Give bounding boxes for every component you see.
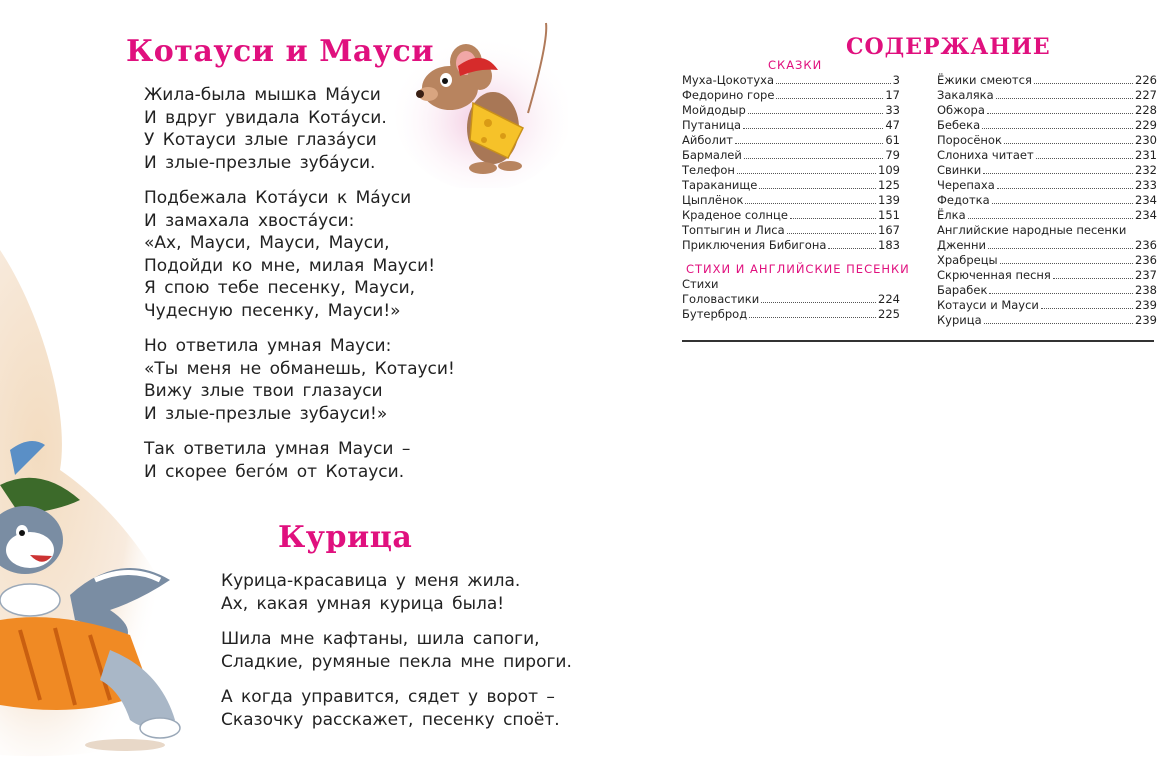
entry-page-number: 3 [892,73,900,87]
section-heading-poems: СТИХИ И АНГЛИЙСКИЕ ПЕСЕНКИ [686,262,910,276]
poem-kuritsa [278,520,412,555]
dot-leader [744,158,884,159]
contents-entry [682,133,900,148]
english-songs-subheading: Английские народные песенки [937,223,1127,237]
entry-title: Храбрецы [937,253,998,267]
stanza [144,438,455,483]
dot-leader [749,317,876,318]
contents-entry [937,313,1157,328]
verse-line: Сказочку расскажет, песенку споёт. [221,709,560,730]
contents-entry [937,163,1157,178]
stanza [221,570,572,615]
verse-line: «Ты меня не обманешь, Котауси! [144,358,455,379]
poems-list-continued [937,73,1157,223]
entry-title: Черепаха [937,178,995,192]
contents-entry [682,292,900,307]
verse-line: Чудесную песенку, Мауси!» [144,300,401,321]
entry-page-number: 225 [878,307,900,321]
dot-leader [787,233,876,234]
contents-bottom-rule [682,340,1154,342]
verse-line: И вдруг увидала Кота́уси. [144,107,387,128]
entry-title: Топтыгин и Лиса [682,223,785,237]
dot-leader [748,113,884,114]
dot-leader [983,173,1133,174]
verse-line: Сладкие, румяные пекла мне пироги. [221,651,572,672]
dot-leader [759,188,876,189]
contents-entry [682,193,900,208]
verse-line: Шила мне кафтаны, шила сапоги, [221,629,540,649]
verse-line: Ах, какая умная курица была! [221,593,505,614]
verse-line: А когда управится, сядет у ворот – [221,687,555,707]
contents-entry [682,73,900,88]
contents-entry [937,148,1157,163]
entry-page-number: 239 [1135,298,1157,312]
poems-subheading: Стихи [682,277,719,291]
entry-page-number: 229 [1135,118,1157,132]
dot-leader [776,83,891,84]
entry-page-number: 109 [878,163,900,177]
tales-list [682,73,900,253]
dot-leader [996,98,1133,99]
entry-page-number: 151 [878,208,900,222]
contents-entry [937,73,1157,88]
entry-page-number: 183 [878,238,900,252]
entry-title: Свинки [937,163,982,177]
stanza [144,335,455,425]
dot-leader [1036,158,1133,159]
contents-entry [682,88,900,103]
verse-line: И замахала хвоста́уси: [144,210,355,231]
section-heading-tales: СКАЗКИ [768,58,823,72]
entry-title: Бебека [937,118,981,132]
entry-title: Краденое солнце [682,208,788,222]
verse-line: Жила-была мышка Ма́уси [144,85,381,105]
contents-entry [937,133,1157,148]
poem-kuritsa-body [221,570,572,744]
entry-title: Путаница [682,118,742,132]
stanza [144,84,455,174]
verse-line: «Ах, Мауси, Мауси, Мауси, [144,233,390,253]
entry-page-number: 233 [1135,178,1157,192]
dot-leader [828,248,876,249]
dot-leader [1004,143,1133,144]
entry-title: Приключения Бибигона [682,238,827,252]
contents-entry [937,88,1157,103]
entry-title: Котауси и Мауси [937,298,1039,312]
dot-leader [989,293,1133,294]
entry-page-number: 47 [885,118,900,132]
entry-page-number: 239 [1135,313,1157,327]
dot-leader [988,248,1133,249]
contents-entry [937,103,1157,118]
verse-line: У Котауси злые глаза́уси [144,130,377,150]
verse-line: И злые-презлые зубауси!» [144,403,388,424]
verse-line: Так ответила умная Мауси – [144,439,411,459]
dot-leader [984,323,1133,324]
entry-title: Ёжики смеются [937,73,1032,87]
poem-kotausi [126,34,434,69]
contents-entry [937,193,1157,208]
dot-leader [1034,83,1133,84]
entry-title: Цыплёнок [682,193,744,207]
entry-page-number: 232 [1135,163,1157,177]
entry-page-number: 238 [1135,283,1157,297]
entry-page-number: 237 [1135,268,1157,282]
contents-entry [682,223,900,238]
stanza [221,686,572,731]
entry-page-number: 231 [1135,148,1157,162]
entry-title: Айболит [682,133,733,147]
entry-page-number: 139 [878,193,900,207]
stanza [144,187,455,322]
stanza [221,628,572,673]
entry-title: Мойдодыр [682,103,746,117]
verse-line: Но ответила умная Мауси: [144,336,392,356]
entry-page-number: 236 [1135,238,1157,252]
contents-entry [682,208,900,223]
entry-title: Закаляка [937,88,994,102]
english-songs-list [937,238,1157,328]
dot-leader [968,218,1133,219]
dot-leader [992,203,1133,204]
contents-entry [682,163,900,178]
entry-page-number: 226 [1135,73,1157,87]
contents-entry [937,118,1157,133]
entry-page-number: 79 [885,148,900,162]
poem-title: Котауси и Мауси [126,34,435,69]
entry-title: Тараканище [682,178,758,192]
contents-right-column [937,73,1157,328]
verse-line: Подойди ко мне, милая Мауси! [144,255,436,276]
verse-line: И злые-презлые зуба́уси. [144,152,376,173]
entry-title: Ёлка [937,208,966,222]
entry-page-number: 230 [1135,133,1157,147]
entry-title: Бармалей [682,148,742,162]
contents-entry [937,238,1157,253]
poems-list [682,292,900,322]
dot-leader [1041,308,1133,309]
entry-page-number: 236 [1135,253,1157,267]
entry-page-number: 228 [1135,103,1157,117]
dot-leader [987,113,1133,114]
entry-page-number: 167 [878,223,900,237]
entry-title: Поросёнок [937,133,1002,147]
contents-entry [682,307,900,322]
entry-page-number: 234 [1135,193,1157,207]
entry-page-number: 17 [885,88,900,102]
entry-title: Муха-Цокотуха [682,73,775,87]
dot-leader [745,203,876,204]
entry-title: Федотка [937,193,990,207]
entry-page-number: 125 [878,178,900,192]
entry-title: Дженни [937,238,986,252]
contents-entry [937,253,1157,268]
entry-title: Скрюченная песня [937,268,1051,282]
contents-entry [682,178,900,193]
verse-line: И скорее бего́м от Котауси. [144,461,405,482]
dot-leader [776,98,883,99]
entry-title: Обжора [937,103,985,117]
contents-entry [937,298,1157,313]
contents-entry [937,178,1157,193]
contents-entry [682,148,900,163]
verse-line: Вижу злые твои глазауси [144,381,383,401]
dot-leader [737,173,876,174]
dot-leader [761,302,876,303]
contents-entry [682,118,900,133]
entry-title: Курица [937,313,982,327]
dot-leader [743,128,883,129]
dot-leader [1053,278,1133,279]
entry-title: Слониха читает [937,148,1034,162]
contents-entry [682,238,900,253]
dot-leader [735,143,883,144]
entry-title: Барабек [937,283,988,297]
dot-leader [997,188,1133,189]
entry-page-number: 61 [885,133,900,147]
entry-page-number: 234 [1135,208,1157,222]
verse-line: Подбежала Кота́уси к Ма́уси [144,188,412,208]
dot-leader [1000,263,1133,264]
entry-title: Федорино горе [682,88,775,102]
dot-leader [790,218,876,219]
entry-title: Телефон [682,163,735,177]
verse-line: Я спою тебе песенку, Мауси, [144,278,416,298]
contents-entry [937,208,1157,223]
contents-entry [937,268,1157,283]
contents-entry [682,103,900,118]
verse-line: Курица-красавица у меня жила. [221,571,521,591]
entry-page-number: 224 [878,292,900,306]
dot-leader [982,128,1133,129]
contents-left-column [682,58,910,322]
poem-kotausi-body [144,84,455,496]
contents-entry [937,283,1157,298]
entry-page-number: 227 [1135,88,1157,102]
entry-title: Бутерброд [682,307,748,321]
entry-title: Головастики [682,292,760,306]
contents-title: СОДЕРЖАНИЕ [846,34,1051,60]
entry-page-number: 33 [885,103,900,117]
poem-title: Курица [278,520,413,555]
